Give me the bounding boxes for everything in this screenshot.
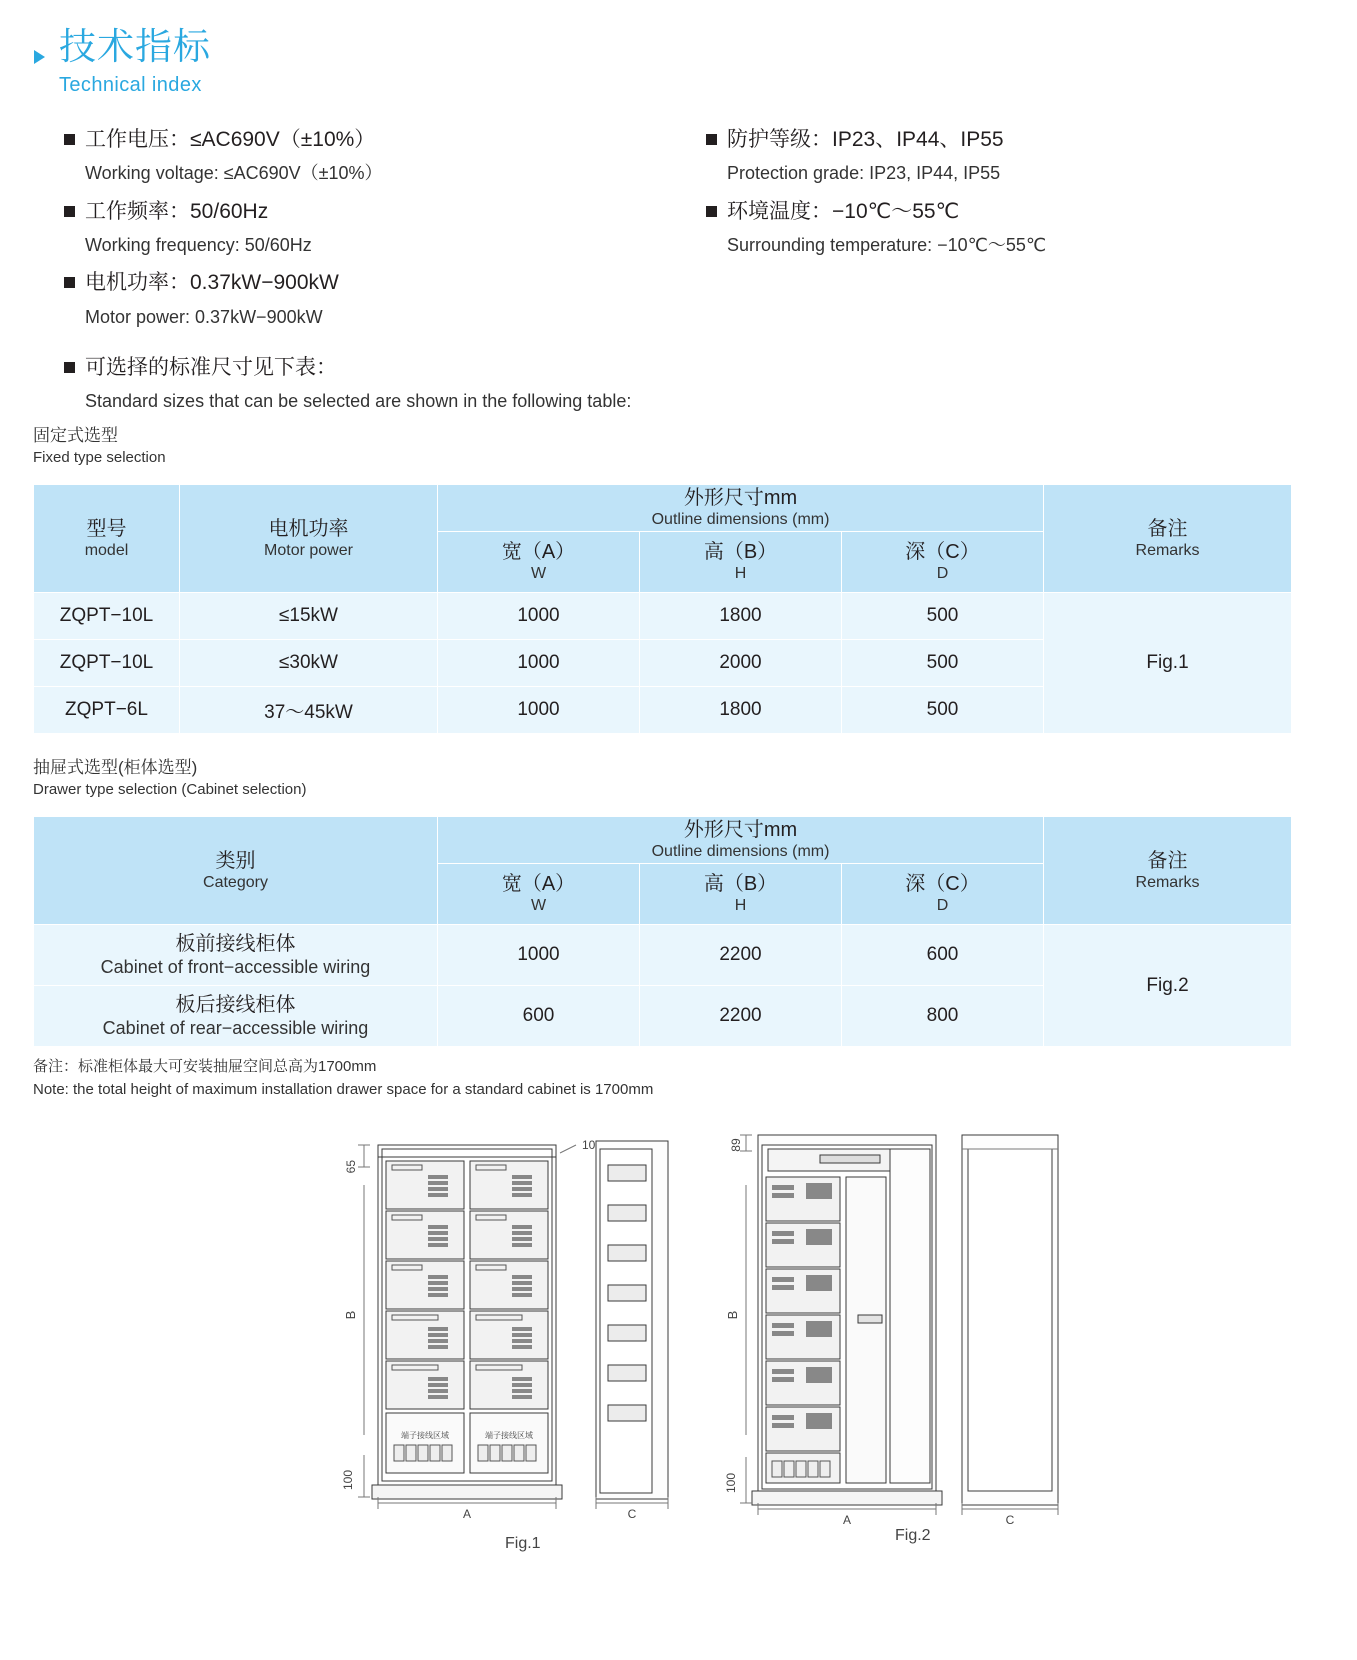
cell-category xyxy=(34,925,438,986)
cell-height: 2200 xyxy=(640,925,842,986)
spec-item xyxy=(706,197,1326,259)
header-width-en: W xyxy=(530,565,547,582)
cell-height: 1800 xyxy=(640,687,842,734)
dim-B1-label: B xyxy=(343,1310,358,1320)
cell-depth: 500 xyxy=(842,640,1044,687)
cell-category-cn: 板后接线柜体 xyxy=(175,993,296,1016)
cell-power: 37～45kW xyxy=(180,687,438,734)
table2-caption-en: Drawer type selection (Cabinet selection) xyxy=(33,780,307,798)
triangle-bullet-icon xyxy=(34,50,45,64)
spec-label-cn: 工作电压：≤AC690V（±10%） xyxy=(85,128,376,151)
dim-C1-label: C xyxy=(627,1507,637,1521)
table1-caption-cn: 固定式选型 xyxy=(33,426,118,445)
header-outline-en: Outline dimensions (mm) xyxy=(651,511,830,528)
table-header-row xyxy=(34,817,1292,864)
spec-column-left xyxy=(64,125,684,340)
spec-label-en: Working voltage: ≤AC690V（±10%） xyxy=(85,163,383,184)
header-model xyxy=(34,485,180,593)
header-motor-power xyxy=(180,485,438,593)
header-depth xyxy=(842,532,1044,593)
cell-category xyxy=(34,986,438,1047)
fig1-label: Fig.1 xyxy=(505,1535,541,1552)
header-category-cn: 类别 xyxy=(215,849,256,872)
header-model-cn: 型号 xyxy=(86,517,127,540)
cabinet-drawings xyxy=(0,1105,1357,1625)
dim-100-label-1: 100 xyxy=(341,1469,355,1491)
fig2-label: Fig.2 xyxy=(895,1527,931,1544)
cell-width: 1000 xyxy=(438,925,640,986)
header-remarks-cn: 备注 xyxy=(1147,849,1188,872)
table2-caption-cn: 抽屉式选型(柜体选型) xyxy=(33,758,198,777)
square-bullet-icon xyxy=(64,277,75,288)
header-category xyxy=(34,817,438,925)
dim-C2-label: C xyxy=(1005,1513,1015,1527)
cell-width: 1000 xyxy=(438,640,640,687)
spec-item xyxy=(706,125,1326,187)
cell-power: ≤15kW xyxy=(180,593,438,640)
table-row xyxy=(34,593,1292,640)
header-remarks-cn: 备注 xyxy=(1147,517,1188,540)
note-en: Note: the total height of maximum installation drawer space for a standard cabinet is 1700mm xyxy=(33,1081,654,1099)
square-bullet-icon xyxy=(706,134,717,145)
spec-label-en: Surrounding temperature: −10℃～55℃ xyxy=(727,235,1047,256)
spec-label-en: Working frequency: 50/60Hz xyxy=(85,235,312,256)
cell-category-cn: 板前接线柜体 xyxy=(175,932,296,955)
table-note xyxy=(33,1055,653,1102)
note-cn: 备注：标准柜体最大可安装抽屉空间总高为1700mm xyxy=(33,1058,377,1075)
header-depth-en: D xyxy=(936,565,949,582)
header-depth xyxy=(842,864,1044,925)
header-remarks-en: Remarks xyxy=(1135,873,1200,891)
dim-89-label: 89 xyxy=(729,1138,743,1152)
table-row xyxy=(34,925,1292,986)
dim-A1-label: A xyxy=(462,1507,472,1521)
header-height-cn: 高（B） xyxy=(703,541,778,563)
cell-category-en: Cabinet of front−accessible wiring xyxy=(100,956,371,977)
cell-height: 2200 xyxy=(640,986,842,1047)
header-height xyxy=(640,532,842,593)
table-header-row xyxy=(34,485,1292,532)
cell-model: ZQPT−10L xyxy=(34,593,180,640)
cell-depth: 800 xyxy=(842,986,1044,1047)
spec-label-cn: 可选择的标准尺寸见下表： xyxy=(85,356,337,379)
spec-label-cn: 电机功率：0.37kW−900kW xyxy=(85,271,339,295)
cell-model: ZQPT−6L xyxy=(34,687,180,734)
header-power-cn: 电机功率 xyxy=(268,517,349,540)
square-bullet-icon xyxy=(64,362,75,373)
spec-column-right xyxy=(706,125,1326,268)
page-title: 技术指标 xyxy=(59,26,211,67)
dim-A2-label: A xyxy=(842,1513,852,1527)
header-outline-cn: 外形尺寸mm xyxy=(683,487,798,509)
cell-depth: 600 xyxy=(842,925,1044,986)
header-outline-dimensions xyxy=(438,817,1044,864)
cell-model: ZQPT−10L xyxy=(34,640,180,687)
spec-label-en: Protection grade: IP23, IP44, IP55 xyxy=(727,163,1001,184)
square-bullet-icon xyxy=(64,134,75,145)
square-bullet-icon xyxy=(706,206,717,217)
header-height-en: H xyxy=(734,897,747,914)
header-width-cn: 宽（A） xyxy=(501,873,576,895)
spec-label-en: Standard sizes that can be selected are shown in the following table: xyxy=(85,391,632,412)
spec-label-cn: 环境温度：−10℃～55℃ xyxy=(727,199,960,223)
spec-item xyxy=(64,197,684,259)
page-heading xyxy=(34,26,211,97)
header-remarks xyxy=(1044,485,1292,593)
header-height xyxy=(640,864,842,925)
header-power-en: Motor power xyxy=(264,541,353,559)
dim-10-label: 10 xyxy=(582,1138,596,1152)
dim-65-label: 65 xyxy=(344,1160,358,1174)
table1-caption xyxy=(33,425,166,468)
cell-remarks: Fig.2 xyxy=(1044,925,1292,1047)
table2-caption xyxy=(33,757,306,800)
header-outline-cn: 外形尺寸mm xyxy=(683,819,798,841)
header-width-en: W xyxy=(530,897,547,914)
spec-item xyxy=(64,268,684,330)
header-width-cn: 宽（A） xyxy=(501,541,576,563)
figures-area xyxy=(0,1105,1357,1625)
cell-width: 1000 xyxy=(438,593,640,640)
cell-width: 1000 xyxy=(438,687,640,734)
dim-100-label-2: 100 xyxy=(724,1472,738,1494)
header-model-en: model xyxy=(84,541,129,559)
cell-category-en: Cabinet of rear−accessible wiring xyxy=(102,1017,369,1038)
cell-height: 2000 xyxy=(640,640,842,687)
spec-item xyxy=(64,125,684,187)
fixed-type-table xyxy=(33,484,1292,734)
header-remarks xyxy=(1044,817,1292,925)
header-height-en: H xyxy=(734,565,747,582)
spec-label-cn: 防护等级：IP23、IP44、IP55 xyxy=(727,128,1004,151)
header-depth-en: D xyxy=(936,897,949,914)
header-category-en: Category xyxy=(203,873,268,891)
cell-height: 1800 xyxy=(640,593,842,640)
table1-caption-en: Fixed type selection xyxy=(33,448,166,466)
drawer-type-table xyxy=(33,816,1292,1047)
terminal-zone-label-1: 端子接线区域 xyxy=(401,1431,449,1440)
cell-depth: 500 xyxy=(842,687,1044,734)
page-subtitle: Technical index xyxy=(59,73,202,96)
header-outline-en: Outline dimensions (mm) xyxy=(651,843,830,860)
dim-B2-label: B xyxy=(725,1310,740,1320)
spec-label-en: Motor power: 0.37kW−900kW xyxy=(85,306,323,327)
square-bullet-icon xyxy=(64,206,75,217)
header-outline-dimensions xyxy=(438,485,1044,532)
terminal-zone-label-2: 端子接线区域 xyxy=(485,1431,533,1440)
header-depth-cn: 深（C） xyxy=(905,873,980,895)
header-width xyxy=(438,532,640,593)
cell-depth: 500 xyxy=(842,593,1044,640)
header-width xyxy=(438,864,640,925)
cell-remarks: Fig.1 xyxy=(1044,593,1292,734)
spec-label-cn: 工作频率：50/60Hz xyxy=(85,199,269,223)
spec-item-table-intro xyxy=(64,353,964,415)
cell-power: ≤30kW xyxy=(180,640,438,687)
cell-width: 600 xyxy=(438,986,640,1047)
header-remarks-en: Remarks xyxy=(1135,541,1200,559)
header-depth-cn: 深（C） xyxy=(905,541,980,563)
header-height-cn: 高（B） xyxy=(703,873,778,895)
